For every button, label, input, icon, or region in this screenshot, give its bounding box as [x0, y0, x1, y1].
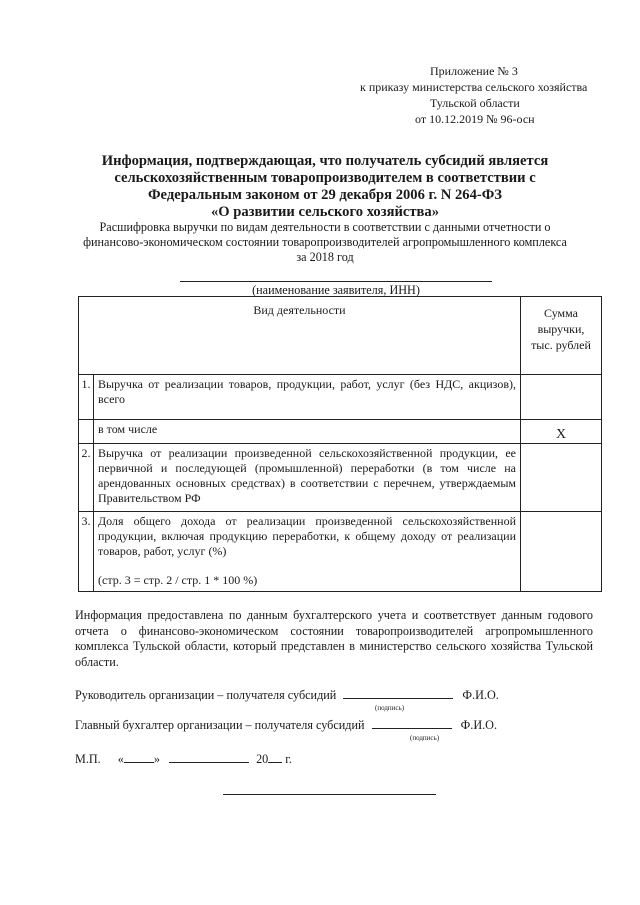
applicant-caption: (наименование заявителя, ИНН) [252, 283, 420, 297]
accountant-label: Главный бухгалтер организации – получателя субсидий [75, 718, 365, 732]
document-subtitle [60, 220, 590, 265]
row-number [79, 420, 94, 444]
head-label: Руководитель организации – получателя субсидий [75, 688, 337, 702]
row-number: 3. [79, 512, 94, 592]
row-number: 1. [79, 375, 94, 420]
quote-open: « [117, 752, 124, 766]
document-title [60, 153, 590, 221]
subtitle-line-2: финансово-экономическом состоянии товаропроизводителей агропромышленного комплекса [83, 235, 567, 249]
year-field[interactable] [268, 762, 282, 763]
table-row [79, 420, 602, 444]
year-prefix: 20 [256, 752, 269, 766]
table-row [79, 444, 602, 512]
row-description: Выручка от реализации товаров, продукции, работ, услуг (без НДС, акцизов), всего [94, 375, 521, 420]
row-number: 2. [79, 444, 94, 512]
subtitle-line-3: за 2018 год [296, 250, 354, 264]
table-header-row [79, 297, 602, 375]
revenue-table [78, 296, 602, 592]
header-sum-line-1: Сумма [544, 306, 578, 320]
head-sign-caption: (подпись) [375, 704, 405, 712]
appendix-line-4: от 10.12.2019 № 96-осн [415, 112, 535, 126]
row-description: Выручка от реализации произведенной сельскохозяйственной продукции, ее первичной и последующей (промышленной) переработки (в том числе на арендованных основных средствах) в соответствии с перечнем, утверждаемым Правительством РФ [94, 444, 521, 512]
row-formula: (стр. 3 = стр. 2 / стр. 1 * 100 %) [98, 573, 258, 587]
table-row [79, 512, 602, 592]
row-description-text: Доля общего дохода от реализации произведенной сельскохозяйственной продукции, включая продукцию переработки, к общему доходу от реализации товаров, работ, услуг (%) [98, 514, 516, 558]
head-fio: Ф.И.О. [462, 688, 499, 702]
head-signature-field[interactable] [343, 698, 453, 699]
title-line-1: Информация, подтверждающая, что получатель субсидий является [101, 153, 549, 169]
appendix-line-3: Тульской области [430, 96, 520, 110]
year-suffix: г. [285, 752, 292, 766]
row-value: X [521, 420, 602, 444]
quote-close: » [153, 752, 160, 766]
bottom-separator [223, 794, 436, 795]
applicant-line [180, 281, 492, 282]
row-value [521, 444, 602, 512]
accountant-fio: Ф.И.О. [460, 718, 498, 732]
day-field[interactable] [124, 762, 154, 763]
header-activity: Вид деятельности [79, 297, 521, 375]
month-field[interactable] [169, 762, 249, 763]
appendix-header [360, 63, 610, 127]
row-value [521, 375, 602, 420]
title-line-2: сельскохозяйственным товаропроизводителем в соответствии с [114, 170, 536, 186]
accountant-signature-field[interactable] [372, 728, 452, 729]
subtitle-line-1: Расшифровка выручки по видам деятельности в соответствии с данными отчетности о [99, 220, 551, 234]
appendix-line-1: Приложение № 3 [430, 64, 518, 78]
accountant-signature-row [75, 718, 497, 733]
table-row [79, 375, 602, 420]
info-paragraph: Информация предоставлена по данным бухгалтерского учета и соответствует данным годового отчета о финансово-экономическом состоянии товаропроизводителей агропромышленного комплекса Тульской области, который представлен в министерство сельского хозяйства Тульской области. [75, 608, 593, 669]
row-value [521, 512, 602, 592]
title-line-4: «О развитии сельского хозяйства» [210, 204, 440, 220]
stamp-date-row [75, 752, 292, 767]
head-signature-row [75, 688, 499, 703]
row-description: в том числе [94, 420, 521, 444]
header-sum-line-3: тыс. рублей [531, 338, 591, 352]
row-description [94, 512, 521, 592]
accountant-sign-caption: (подпись) [410, 734, 440, 742]
title-line-3: Федеральным законом от 29 декабря 2006 г. N 264-ФЗ [148, 187, 502, 203]
appendix-line-2: к приказу министерства сельского хозяйства [360, 80, 588, 94]
stamp-mp: М.П. [75, 752, 101, 766]
header-sum-line-2: выручки, [537, 322, 585, 336]
header-sum [521, 297, 602, 375]
